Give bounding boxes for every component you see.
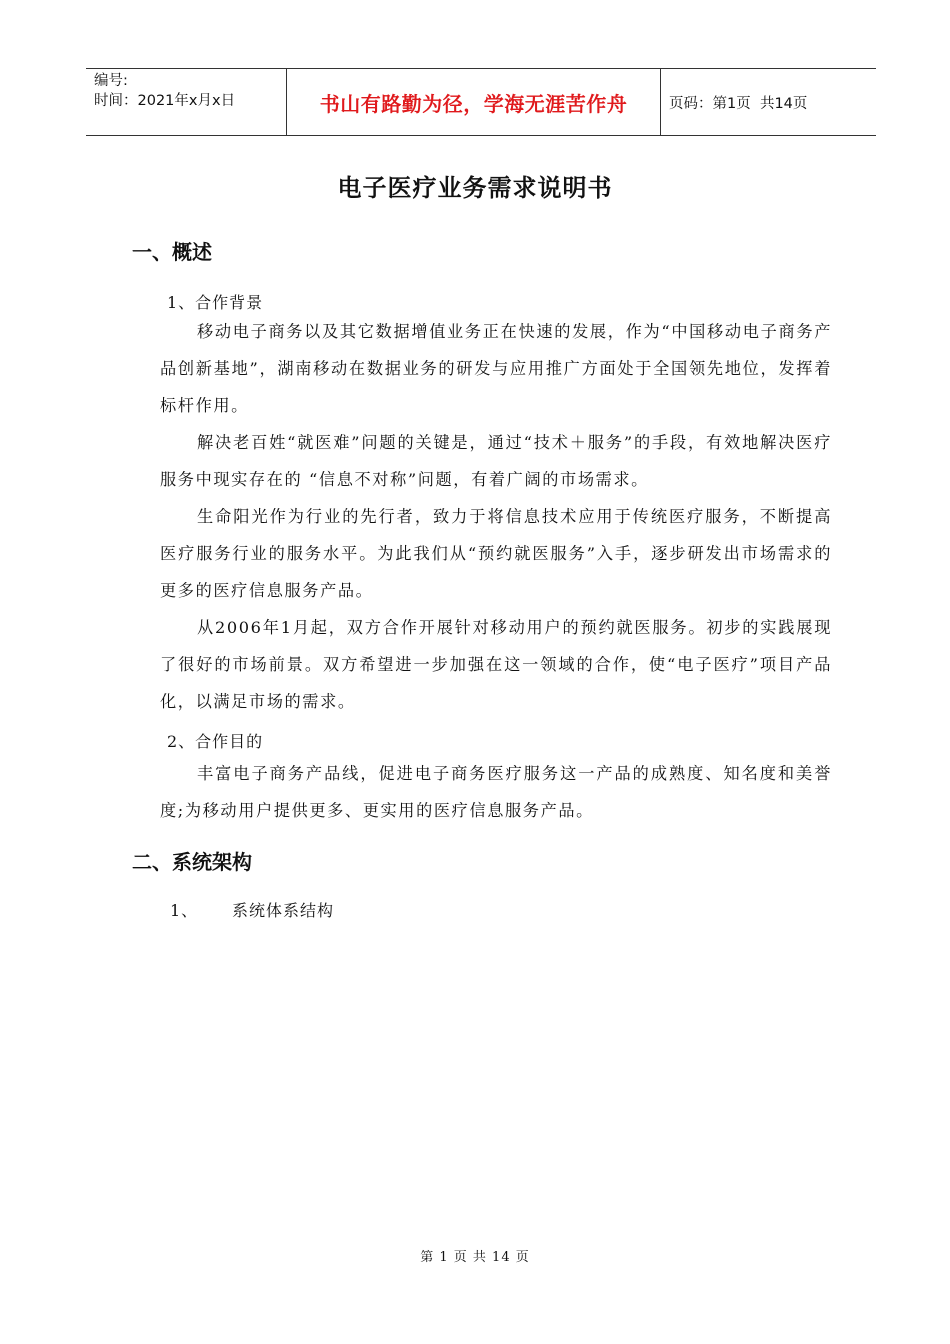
section-heading-overview: 一、概述 <box>132 240 212 264</box>
paragraph-background-2: 解决老百姓“就医难”问题的关键是，通过“技术＋服务”的手段，有效地解决医疗服务中现实存在的 “信息不对称”问题，有着广阔的市场需求。 <box>160 433 832 489</box>
list-item-number: 1、 <box>170 901 199 920</box>
page-footer: 第 1 页 共 14 页 <box>420 1250 530 1265</box>
paragraph-purpose-1: 丰富电子商务产品线，促进电子商务医疗服务这一产品的成熟度、知名度和美誉度;为移动用户提供更多、更实用的医疗信息服务产品。 <box>160 764 832 820</box>
header-page-info-cell <box>661 69 876 135</box>
document-number-label: 编号: <box>94 73 128 89</box>
header-motto: 书山有路勤为径，学海无涯苦作舟 <box>287 69 661 135</box>
paragraph-background-1: 移动电子商务以及其它数据增值业务正在快速的发展，作为“中国移动电子商务产品创新基地”，湖南移动在数据业务的研发与应用推广方面处于全国领先地位，发挥着标杆作用。 <box>160 322 832 415</box>
header-page-info: 页码：第1页 共14页 <box>669 95 808 112</box>
subsection-heading-purpose: 2、合作目的 <box>167 732 264 751</box>
list-item-text: 系统体系结构 <box>232 901 335 920</box>
section-heading-architecture: 二、系统架构 <box>132 850 252 874</box>
paragraph-background-4: 从2006年1月起，双方合作开展针对移动用户的预约就医服务。初步的实践展现了很好的市场前景。双方希望进一步加强在这一领域的合作，使“电子医疗”项目产品化，以满足市场的需求。 <box>160 618 832 711</box>
document-title: 电子医疗业务需求说明书 <box>337 174 613 202</box>
header-meta-cell <box>86 69 287 135</box>
paragraph-background-3: 生命阳光作为行业的先行者，致力于将信息技术应用于传统医疗服务，不断提高医疗服务行业的服务水平。为此我们从“预约就医服务”入手，逐步研发出市场需求的更多的医疗信息服务产品。 <box>160 507 832 600</box>
document-time-label: 时间：2021年x月x日 <box>94 93 236 109</box>
subsection-heading-background: 1、合作背景 <box>167 293 264 312</box>
document-header <box>86 68 876 136</box>
list-item-system-structure <box>170 898 334 921</box>
